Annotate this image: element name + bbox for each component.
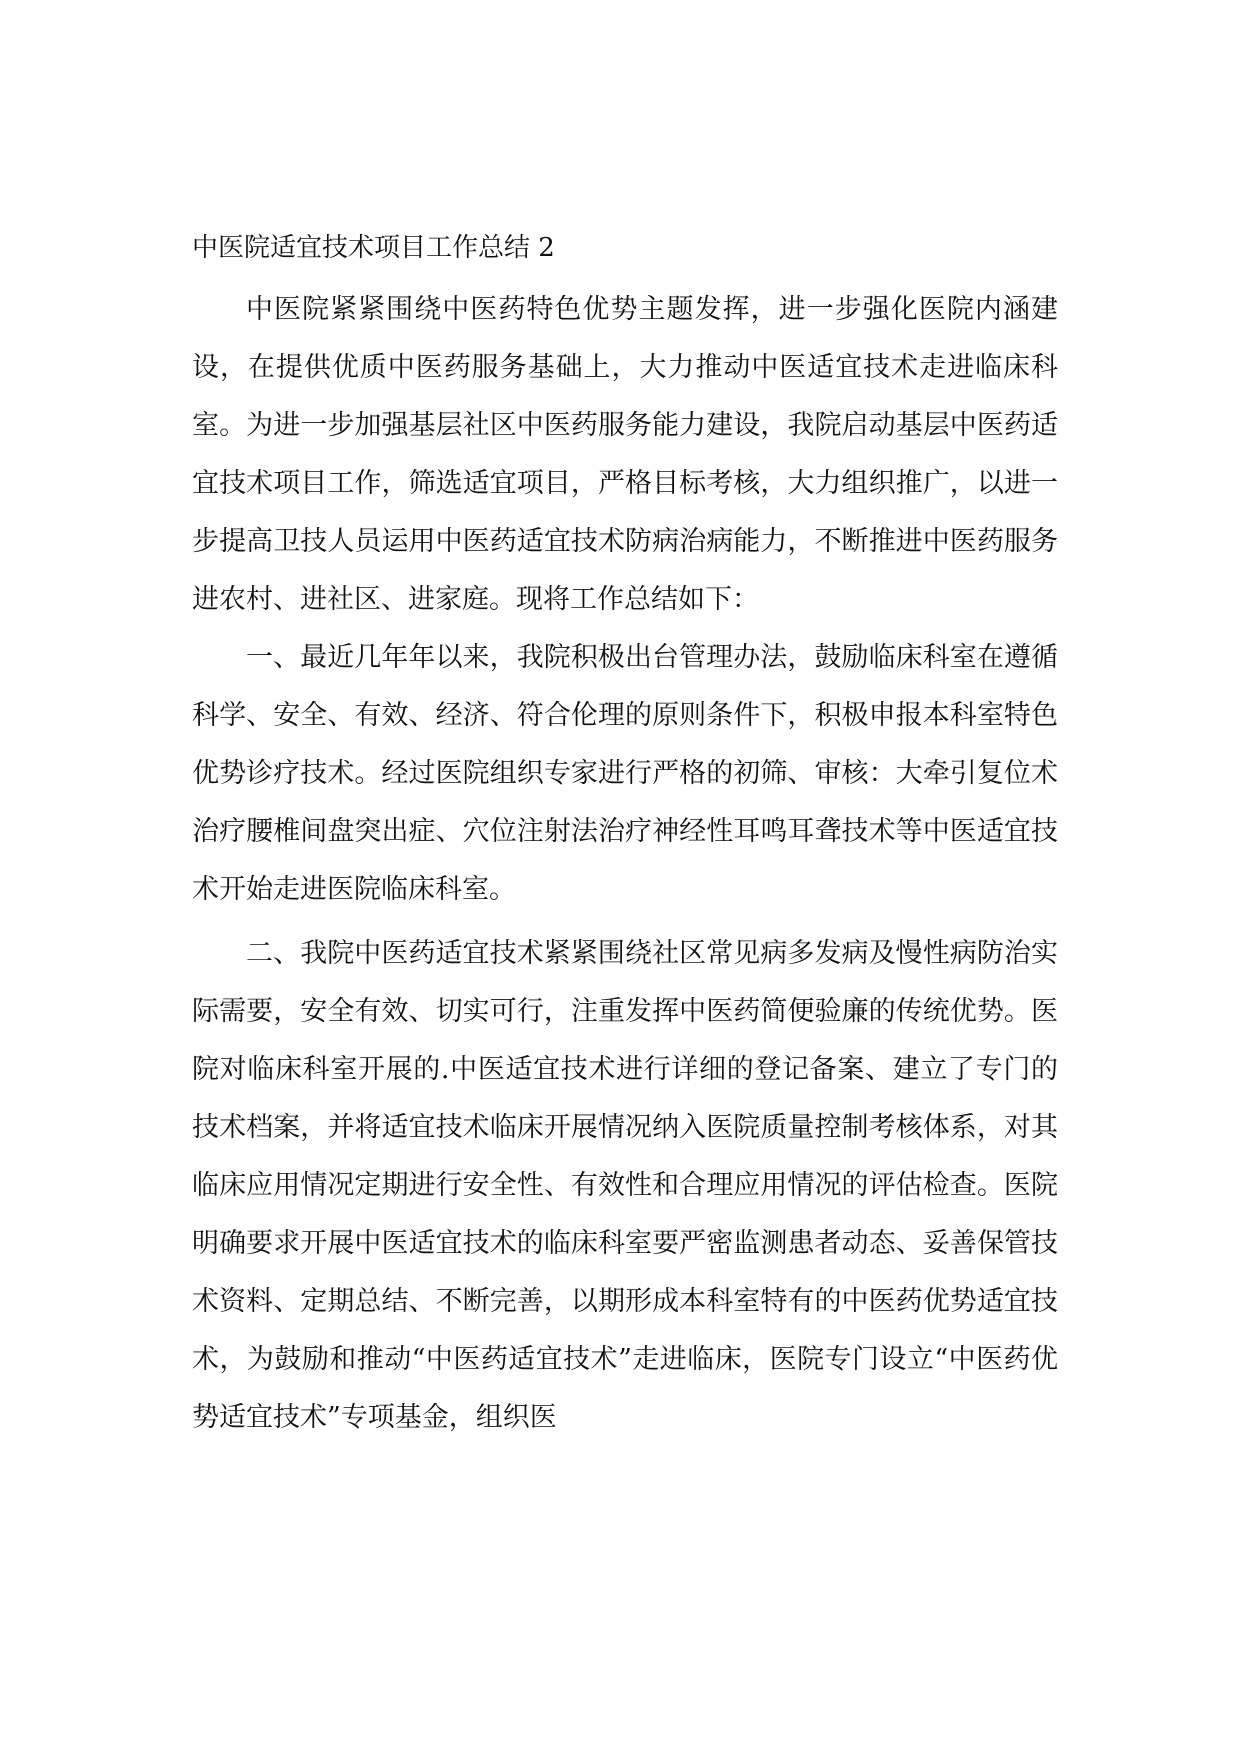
paragraph-section-one: 一、最近几年年以来，我院积极出台管理办法，鼓励临床科室在遵循科学、安全、有效、经济、符合伦理的原则条件下，积极申报本科室特色优势诊疗技术。经过医院组织专家进行严格的初筛、审核：大牵引复位术治疗腰椎间盘突出症、穴位注射法治疗神经性耳鸣耳聋技术等中医适宜技术开始走进医院临床科室。: [192, 642, 1058, 905]
document-title: 中医院适宜技术项目工作总结 2: [192, 233, 555, 263]
document-body: [192, 281, 1058, 1447]
paragraph-intro: 中医院紧紧围绕中医药特色优势主题发挥，进一步强化医院内涵建设，在提供优质中医药服务基础上，大力推动中医适宜技术走进临床科室。为进一步加强基层社区中医药服务能力建设，我院启动基层中医药适宜技术项目工作，筛选适宜项目，严格目标考核，大力组织推广，以进一步提高卫技人员运用中医药适宜技术防病治病能力，不断推进中医药服务进农村、进社区、进家庭。现将工作总结如下：: [192, 294, 1058, 615]
paragraph-section-two: 二、我院中医药适宜技术紧紧围绕社区常见病多发病及慢性病防治实际需要，安全有效、切实可行，注重发挥中医药简便验廉的传统优势。医院对临床科室开展的.中医适宜技术进行详细的登记备案、建立了专门的技术档案，并将适宜技术临床开展情况纳入医院质量控制考核体系，对其临床应用情况定期进行安全性、有效性和合理应用情况的评估检查。医院明确要求开展中医适宜技术的临床科室要严密监测患者动态、妥善保管技术资料、定期总结、不断完善，以期形成本科室特有的中医药优势适宜技术，为鼓励和推动“中医药适宜技术”走进临床，医院专门设立“中医药优势适宜技术”专项基金，组织医: [192, 938, 1058, 1433]
